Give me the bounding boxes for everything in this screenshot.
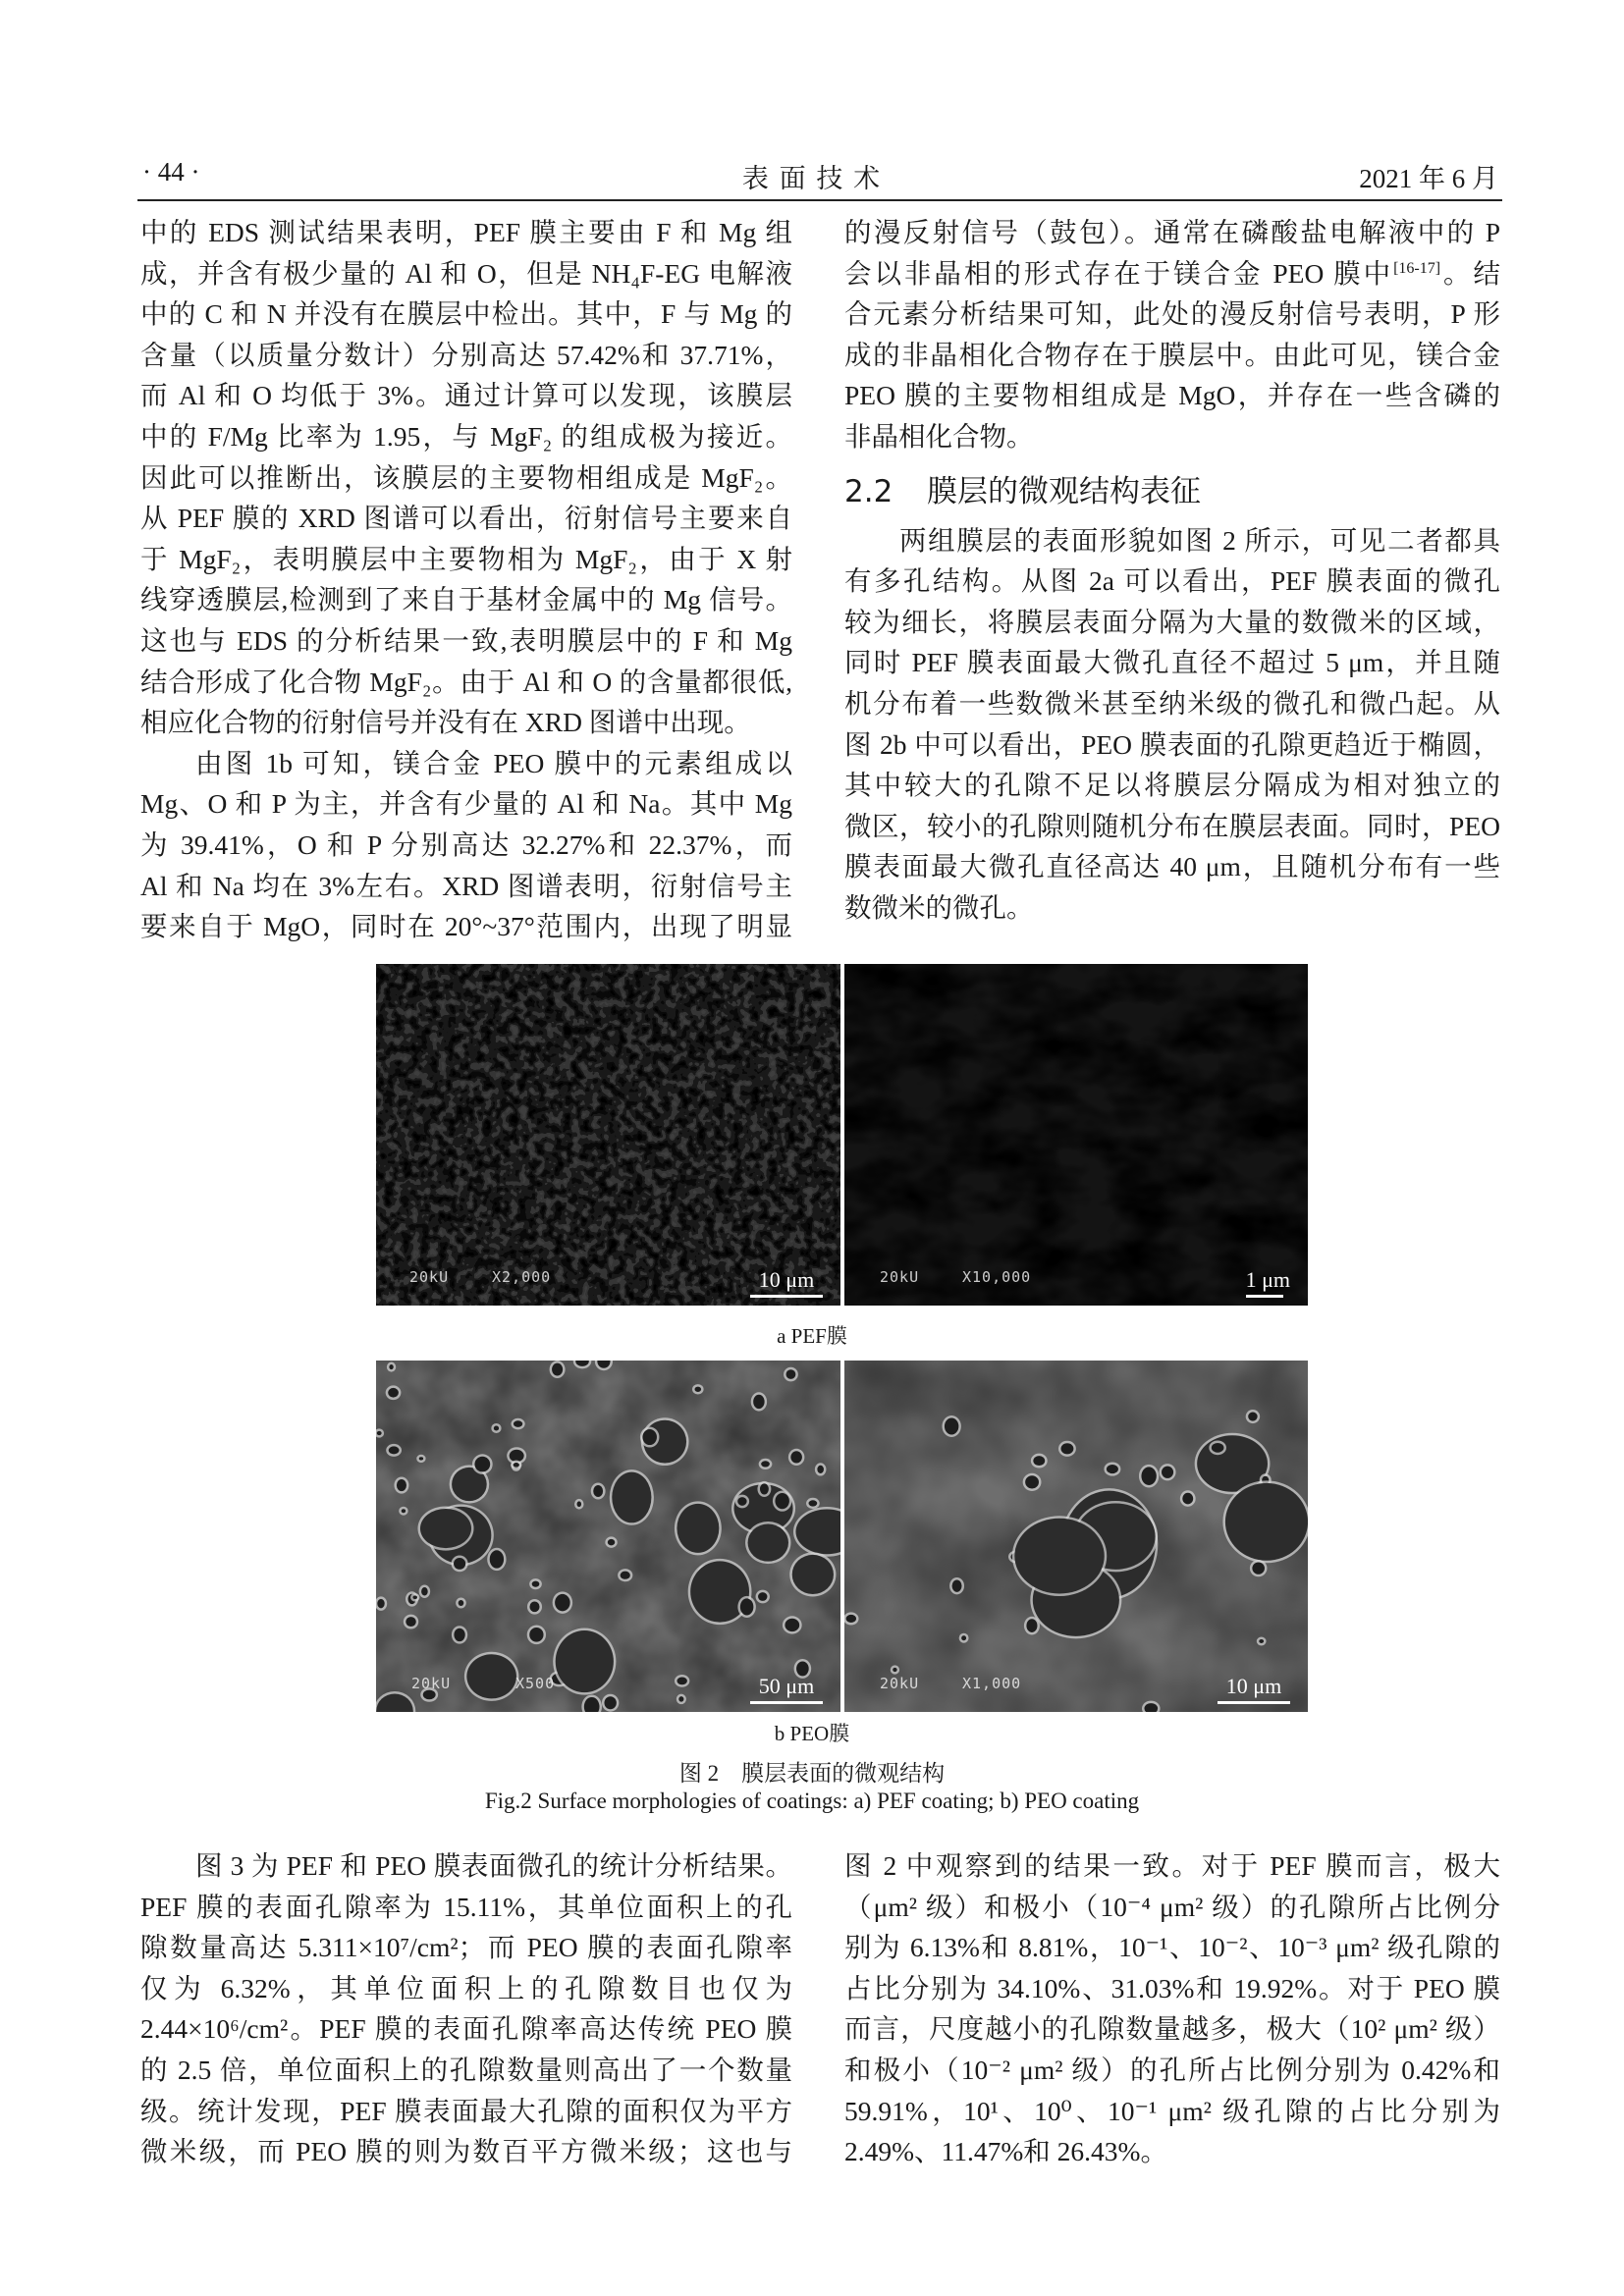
text-line: 结合形成了化合物 MgF₂。由于 Al 和 O 的含量都很低,	[140, 666, 792, 697]
text-line: 非晶相化合物。	[844, 420, 1034, 452]
text-line: 合元素分析结果可知，此处的漫反射信号表明，P 形	[844, 298, 1500, 330]
text-line: 的 2.5 倍，单位面积上的孔隙数量则高出了一个数量	[140, 2054, 792, 2085]
sem-magnification: X10,000	[962, 1268, 1032, 1286]
text-line: 仅为 6.32%，其单位面积上的孔隙数目也仅为	[140, 1972, 792, 2003]
sem-voltage: 20kU	[409, 1268, 450, 1286]
subfigure-caption-a: a PEF膜	[777, 1324, 847, 1348]
text-line: 微米级，而 PEO 膜的则为数百平方微米级；这也与	[140, 2136, 792, 2167]
figure-caption-en: Fig.2 Surface morphologies of coatings: a) PEF coating; b) PEO coating	[484, 1789, 1140, 1813]
section-heading	[844, 463, 1500, 520]
left-column-bottom	[140, 1845, 792, 2172]
subfigure-caption-b: b PEO膜	[774, 1722, 850, 1745]
sem-image-pef-x2000	[376, 964, 840, 1306]
text-line: 成的非晶相化合物存在于膜层中。由此可见，镁合金	[844, 339, 1500, 370]
scale-bar	[750, 1674, 823, 1704]
text-line: 有多孔结构。从图 2a 可以看出，PEF 膜表面的微孔	[844, 565, 1500, 597]
text-line: 因此可以推断出，该膜层的主要物相组成是 MgF₂。	[140, 461, 792, 493]
header-rule	[137, 199, 1502, 201]
scale-bar	[750, 1267, 823, 1298]
scale-bar-label: 10 μm	[1225, 1674, 1282, 1698]
text-line: 机分布着一些数微米甚至纳米级的微孔和微凸起。从	[844, 687, 1500, 719]
text-line: 微区，较小的孔隙则随机分布在膜层表面。同时，PEO	[844, 810, 1500, 841]
text-line: 2.44×10⁶/cm²。PEF 膜的表面孔隙率高达传统 PEO 膜	[140, 2013, 792, 2045]
text-line: 别为 6.13%和 8.81%，10⁻¹、10⁻²、10⁻³ μm² 级孔隙的	[844, 1932, 1500, 1963]
sem-voltage: 20kU	[880, 1268, 920, 1286]
sem-image-peo-x500	[376, 1361, 840, 1712]
sem-magnification: X1,000	[962, 1675, 1022, 1692]
text-line: 2.49%、11.47%和 26.43%。	[844, 2136, 1167, 2167]
text-line: 要来自于 MgO，同时在 20°~37°范围内，出现了明显	[140, 911, 792, 942]
text-line: 隙数量高达 5.311×10⁷/cm²；而 PEO 膜的表面孔隙率	[140, 1932, 792, 1963]
sem-image-peo-x1000	[844, 1361, 1308, 1712]
text-line: 图 3 为 PEF 和 PEO 膜表面微孔的统计分析结果。	[195, 1850, 792, 1881]
page-number: · 44 ·	[142, 157, 200, 187]
right-column-top	[844, 212, 1500, 929]
text-segment: 。结	[1440, 257, 1501, 289]
text-line: 其中较大的孔隙不足以将膜层分隔成为相对独立的	[844, 770, 1500, 801]
text-segment: 会以非晶相的形式存在于镁合金 PEO 膜中	[844, 257, 1394, 289]
right-column-bottom	[844, 1845, 1500, 2172]
text-line: 两组膜层的表面形貌如图 2 所示，可见二者都具	[899, 524, 1500, 556]
left-column-top	[140, 212, 792, 947]
text-line: 而言，尺度越小的孔隙数量越多，极大（10² μm² 级）	[844, 2013, 1500, 2045]
issue-date: 2021 年 6 月	[1359, 164, 1498, 193]
text-line: Al 和 Na 均在 3%左右。XRD 图谱表明，衍射信号主	[140, 870, 792, 901]
text-line: 含量（以质量分数计）分别高达 57.42%和 37.71%，	[140, 339, 792, 370]
text-line	[844, 253, 1500, 294]
scale-bar	[1246, 1267, 1290, 1298]
text-line: 数微米的微孔。	[844, 891, 1034, 923]
scale-bar-label: 10 μm	[758, 1267, 815, 1292]
scale-bar	[1218, 1674, 1290, 1704]
text-line: 为 39.41%，O 和 P 分别高达 32.27%和 22.37%，而	[140, 828, 792, 860]
text-line: 59.91%，10¹、10⁰、10⁻¹ μm² 级孔隙的占比分别为	[844, 2095, 1500, 2126]
sem-voltage: 20kU	[880, 1675, 920, 1692]
text-line: （μm² 级）和极小（10⁻⁴ μm² 级）的孔隙所占比例分	[844, 1891, 1500, 1922]
section-title: 膜层的微观结构表征	[927, 473, 1201, 509]
scale-bar-label: 1 μm	[1245, 1267, 1290, 1292]
text-line: 图 2 中观察到的结果一致。对于 PEF 膜而言，极大	[844, 1850, 1500, 1881]
text-line: 图 2b 中可以看出，PEO 膜表面的孔隙更趋近于椭圆，	[844, 728, 1500, 760]
text-line: 从 PEF 膜的 XRD 图谱可以看出，衍射信号主要来自	[140, 503, 792, 534]
text-line: 中的 F/Mg 比率为 1.95，与 MgF₂ 的组成极为接近。	[140, 420, 792, 452]
text-line: 膜表面最大微孔直径高达 40 μm，且随机分布有一些	[844, 851, 1500, 882]
text-line: 相应化合物的衍射信号并没有在 XRD 图谱中出现。	[140, 707, 751, 738]
text-line: 于 MgF₂，表明膜层中主要物相为 MgF₂，由于 X 射	[140, 543, 792, 574]
text-line: 这也与 EDS 的分析结果一致,表明膜层中的 F 和 Mg	[140, 624, 792, 656]
sem-magnification: X2,000	[492, 1268, 552, 1286]
section-number: 2.2	[844, 473, 893, 509]
journal-title: 表 面 技 术	[741, 164, 883, 193]
citation: [16-17]	[1393, 259, 1441, 277]
sem-voltage: 20kU	[411, 1675, 452, 1692]
text-line: 中的 EDS 测试结果表明，PEF 膜主要由 F 和 Mg 组	[140, 217, 792, 247]
text-line: 中的 C 和 N 并没有在膜层中检出。其中，F 与 Mg 的	[140, 298, 792, 330]
text-line: 成，并含有极少量的 Al 和 O，但是 NH₄F-EG 电解液	[140, 257, 792, 289]
sem-image-pef-x10000	[844, 964, 1308, 1306]
text-line: 较为细长，将膜层表面分隔为大量的数微米的区域，	[844, 606, 1500, 637]
text-line: 同时 PEF 膜表面最大微孔直径不超过 5 μm，并且随	[844, 647, 1500, 678]
text-line: 而 Al 和 O 均低于 3%。通过计算可以发现，该膜层	[140, 380, 792, 411]
text-line: Mg、O 和 P 为主，并含有少量的 Al 和 Na。其中 Mg	[140, 788, 792, 820]
text-line: 由图 1b 可知，镁合金 PEO 膜中的元素组成以	[195, 747, 792, 778]
sem-magnification: X500	[515, 1675, 556, 1692]
text-line: 线穿透膜层,检测到了来自于基材金属中的 Mg 信号。	[140, 584, 792, 615]
text-line: 的漫反射信号（鼓包）。通常在磷酸盐电解液中的 P	[844, 217, 1500, 247]
text-line: 占比分别为 34.10%、31.03%和 19.92%。对于 PEO 膜	[844, 1972, 1500, 2003]
text-line: 级。统计发现，PEF 膜表面最大孔隙的面积仅为平方	[140, 2095, 792, 2126]
scale-bar-label: 50 μm	[758, 1674, 815, 1698]
text-line: PEO 膜的主要物相组成是 MgO，并存在一些含磷的	[844, 380, 1500, 411]
text-line: PEF 膜的表面孔隙率为 15.11%，其单位面积上的孔	[140, 1891, 792, 1922]
figure-caption-cn: 图 2 膜层表面的微观结构	[678, 1761, 946, 1786]
text-line: 和极小（10⁻² μm² 级）的孔所占比例分别为 0.42%和	[844, 2054, 1500, 2085]
